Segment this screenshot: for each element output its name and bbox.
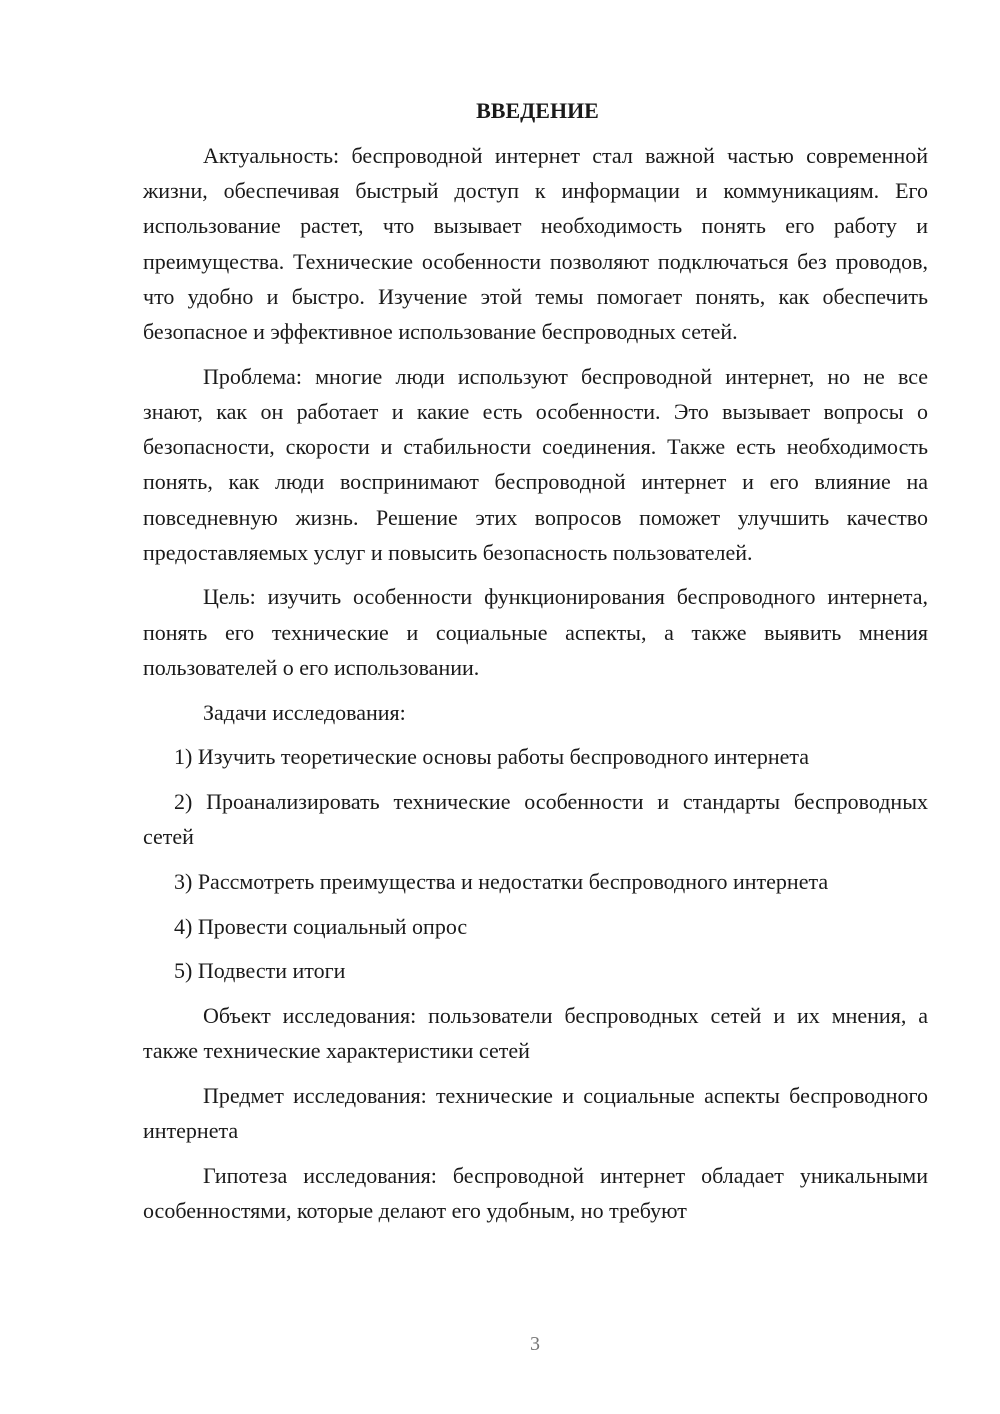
task-item-2: 2) Проанализировать технические особенности и стандарты беспроводных сетей <box>143 788 928 850</box>
paragraph-subject: Предмет исследования: технические и социальные аспекты беспроводного интернета <box>143 1082 928 1144</box>
task-item-5: 5) Подвести итоги <box>174 958 346 984</box>
tasks-heading: Задачи исследования: <box>203 699 406 725</box>
task-item-1: 1) Изучить теоретические основы работы беспроводного интернета <box>174 744 810 770</box>
page-content <box>143 96 928 1238</box>
task-item-3: 3) Рассмотреть преимущества и недостатки беспроводного интернета <box>174 868 829 894</box>
page-title: ВВЕДЕНИЕ <box>476 98 599 123</box>
task-item-4: 4) Провести социальный опрос <box>174 913 468 939</box>
paragraph-problem: Проблема: многие люди используют беспроводной интернет, но не все знают, как он работает и какие есть особенности. Это вызывает вопросы о безопасности, скорости и стабильности соединения. Также есть необходимость понять, как люди воспринимают беспроводной интернет и его влияние на повседневную жизнь. Решение этих вопросов поможет улучшить качество предоставляемых услуг и повысить безопасность пользователей. <box>143 363 928 565</box>
paragraph-goal: Цель: изучить особенности функционирования беспроводного интернета, понять его технические и социальные аспекты, а также выявить мнения пользователей о его использовании. <box>143 584 928 680</box>
paragraph-hypothesis: Гипотеза исследования: беспроводной интернет обладает уникальными особенностями, которые делают его удобным, но требуют <box>143 1162 928 1223</box>
page-number: 3 <box>530 1333 540 1355</box>
paragraph-relevance: Актуальность: беспроводной интернет стал важной частью современной жизни, обеспечивая быстрый доступ к информации и коммуникациям. Его использование растет, что вызывает необходимость понять его работу и преимущества. Технические особенности позволяют подключаться без проводов, что удобно и быстро. Изучение этой темы помогает понять, как обеспечить безопасное и эффективное использование беспроводных сетей. <box>143 143 928 345</box>
paragraph-object: Объект исследования: пользователи беспроводных сетей и их мнения, а также технические характеристики сетей <box>143 1002 928 1064</box>
